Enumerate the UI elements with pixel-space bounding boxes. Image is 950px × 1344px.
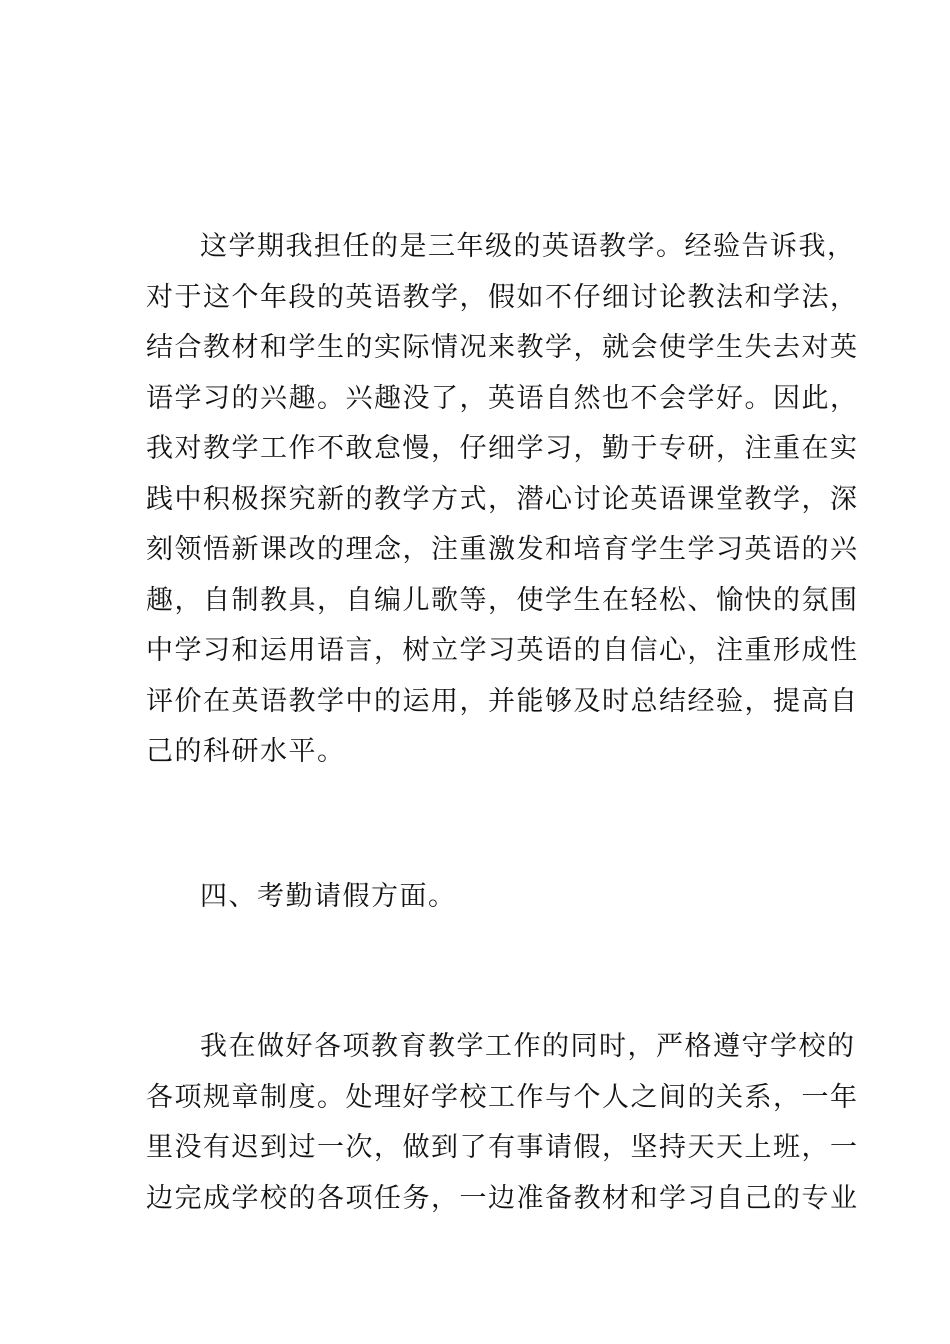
paragraph-line: 评价在英语教学中的运用，并能够及时总结经验，提高自 — [146, 685, 859, 717]
paragraph-line: 边完成学校的各项任务，一边准备教材和学习自己的专业 — [146, 1182, 859, 1214]
paragraph-line: 趣，自制教具，自编儿歌等，使学生在轻松、愉快的氛围 — [146, 584, 859, 616]
paragraph-line: 我在做好各项教育教学工作的同时，严格遵守学校的 — [200, 1031, 856, 1062]
section-heading-attendance — [146, 872, 816, 923]
paragraph-line: 践中积极探究新的教学方式，潜心讨论英语课堂教学，深 — [146, 483, 859, 515]
paragraph-line: 刻领悟新课改的理念，注重激发和培育学生学习英语的兴 — [146, 534, 859, 565]
paragraph-line: 语学习的兴趣。兴趣没了，英语自然也不会学好。因此， — [146, 382, 859, 414]
section-heading-text: 四、考勤请假方面。 — [200, 881, 457, 912]
paragraph-line: 我对教学工作不敢怠慢，仔细学习，勤于专研，注重在实 — [146, 433, 859, 464]
paragraph-line: 己的科研水平。 — [146, 736, 346, 767]
paragraph-teaching — [146, 222, 859, 778]
paragraph-line: 里没有迟到过一次，做到了有事请假，坚持天天上班，一 — [146, 1132, 859, 1163]
paragraph-line: 这学期我担任的是三年级的英语教学。经验告诉我， — [200, 231, 856, 262]
paragraph-line: 对于这个年段的英语教学，假如不仔细讨论教法和学法， — [146, 281, 859, 313]
paragraph-line: 中学习和运用语言，树立学习英语的自信心，注重形成性 — [146, 635, 859, 666]
paragraph-attendance — [146, 1022, 859, 1224]
paragraph-line: 结合教材和学生的实际情况来教学，就会使学生失去对英 — [146, 332, 859, 363]
paragraph-line: 各项规章制度。处理好学校工作与个人之间的关系，一年 — [146, 1081, 859, 1113]
